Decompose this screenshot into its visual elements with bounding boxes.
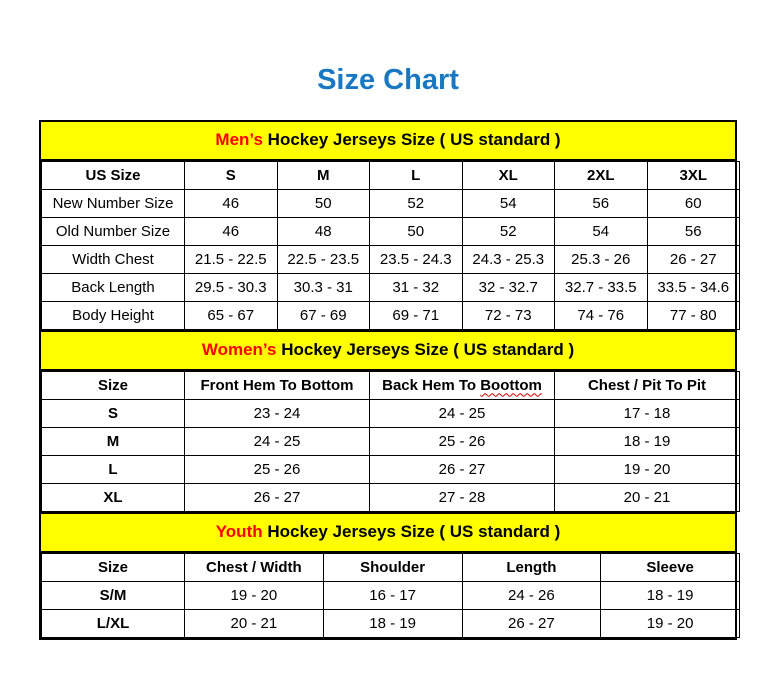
table-cell: 16 - 17 [323,582,462,610]
table-cell: 24 - 26 [462,582,601,610]
header-cell-text: Back Hem To [382,376,481,394]
table-cell: 46 [185,218,278,246]
table-cell: 20 - 21 [555,484,740,512]
header-cell: Sleeve [601,554,740,582]
section-youth-heading-highlight: Youth [215,522,263,541]
table-cell: 56 [647,218,740,246]
table-cell: 18 - 19 [323,610,462,638]
header-cell: Shoulder [323,554,462,582]
table-row [42,582,740,610]
youth-header-row [42,554,740,582]
table-cell: 65 - 67 [185,302,278,330]
table-cell: 50 [277,190,370,218]
table-row [42,428,740,456]
table-cell: 22.5 - 23.5 [277,246,370,274]
table-cell: 19 - 20 [185,582,324,610]
table-cell: 54 [462,190,555,218]
table-cell: 26 - 27 [462,610,601,638]
table-cell: 69 - 71 [370,302,463,330]
table-row [42,456,740,484]
table-cell: 19 - 20 [601,610,740,638]
table-cell: 52 [370,190,463,218]
header-cell: S [185,162,278,190]
mens-size-table [41,161,740,330]
table-cell: 67 - 69 [277,302,370,330]
header-cell: Size [42,554,185,582]
table-cell: 24 - 25 [370,400,555,428]
header-cell: Chest / Pit To Pit [555,372,740,400]
header-cell: M [277,162,370,190]
table-cell: 54 [555,218,648,246]
table-cell: 24 - 25 [185,428,370,456]
table-cell: 26 - 27 [370,456,555,484]
size-chart-container [39,120,737,640]
table-cell: 46 [185,190,278,218]
womens-header-row [42,372,740,400]
table-cell: 18 - 19 [601,582,740,610]
table-cell: 77 - 80 [647,302,740,330]
section-womens [41,330,735,512]
womens-size-table [41,371,740,512]
section-mens-heading [41,122,735,161]
table-row [42,190,740,218]
header-cell [370,372,555,400]
table-cell: 19 - 20 [555,456,740,484]
misspelled-word: Boottom [480,376,542,394]
table-cell: 33.5 - 34.6 [647,274,740,302]
table-cell: 23 - 24 [185,400,370,428]
table-cell: 26 - 27 [647,246,740,274]
header-cell: 3XL [647,162,740,190]
header-cell: US Size [42,162,185,190]
table-cell: 17 - 18 [555,400,740,428]
page-title: Size Chart [317,64,459,96]
table-cell: 60 [647,190,740,218]
section-youth [41,512,735,638]
section-womens-heading-highlight: Women’s [201,340,277,359]
row-label-cell: M [42,428,185,456]
youth-size-table [41,553,740,638]
table-row [42,218,740,246]
table-cell: 32.7 - 33.5 [555,274,648,302]
row-label-cell: Back Length [42,274,185,302]
table-row [42,484,740,512]
header-cell: Front Hem To Bottom [185,372,370,400]
header-cell: Chest / Width [185,554,324,582]
table-cell: 52 [462,218,555,246]
header-cell: XL [462,162,555,190]
section-mens [41,122,735,330]
mens-header-row [42,162,740,190]
row-label-cell: Width Chest [42,246,185,274]
row-label-cell: S [42,400,185,428]
table-cell: 27 - 28 [370,484,555,512]
section-mens-heading-rest: Hockey Jerseys Size ( US standard ) [262,130,561,149]
table-row [42,274,740,302]
table-cell: 18 - 19 [555,428,740,456]
header-cell: 2XL [555,162,648,190]
table-cell: 25 - 26 [370,428,555,456]
header-cell: Size [42,372,185,400]
table-cell: 20 - 21 [185,610,324,638]
table-cell: 26 - 27 [185,484,370,512]
row-label-cell: S/M [42,582,185,610]
table-row [42,400,740,428]
table-cell: 74 - 76 [555,302,648,330]
row-label-cell: XL [42,484,185,512]
row-label-cell: Old Number Size [42,218,185,246]
table-cell: 72 - 73 [462,302,555,330]
table-cell: 31 - 32 [370,274,463,302]
table-cell: 50 [370,218,463,246]
table-cell: 24.3 - 25.3 [462,246,555,274]
header-cell: Length [462,554,601,582]
section-youth-heading-rest: Hockey Jerseys Size ( US standard ) [262,522,561,541]
row-label-cell: L [42,456,185,484]
table-cell: 25.3 - 26 [555,246,648,274]
row-label-cell: New Number Size [42,190,185,218]
table-cell: 29.5 - 30.3 [185,274,278,302]
table-cell: 32 - 32.7 [462,274,555,302]
table-cell: 21.5 - 22.5 [185,246,278,274]
section-womens-heading [41,330,735,371]
header-cell: L [370,162,463,190]
row-label-cell: Body Height [42,302,185,330]
table-row [42,610,740,638]
section-womens-heading-rest: Hockey Jerseys Size ( US standard ) [276,340,575,359]
row-label-cell: L/XL [42,610,185,638]
table-row [42,246,740,274]
table-cell: 25 - 26 [185,456,370,484]
table-row [42,302,740,330]
table-cell: 48 [277,218,370,246]
table-cell: 56 [555,190,648,218]
section-mens-heading-highlight: Men’s [215,130,263,149]
table-cell: 30.3 - 31 [277,274,370,302]
table-cell: 23.5 - 24.3 [370,246,463,274]
section-youth-heading [41,512,735,553]
